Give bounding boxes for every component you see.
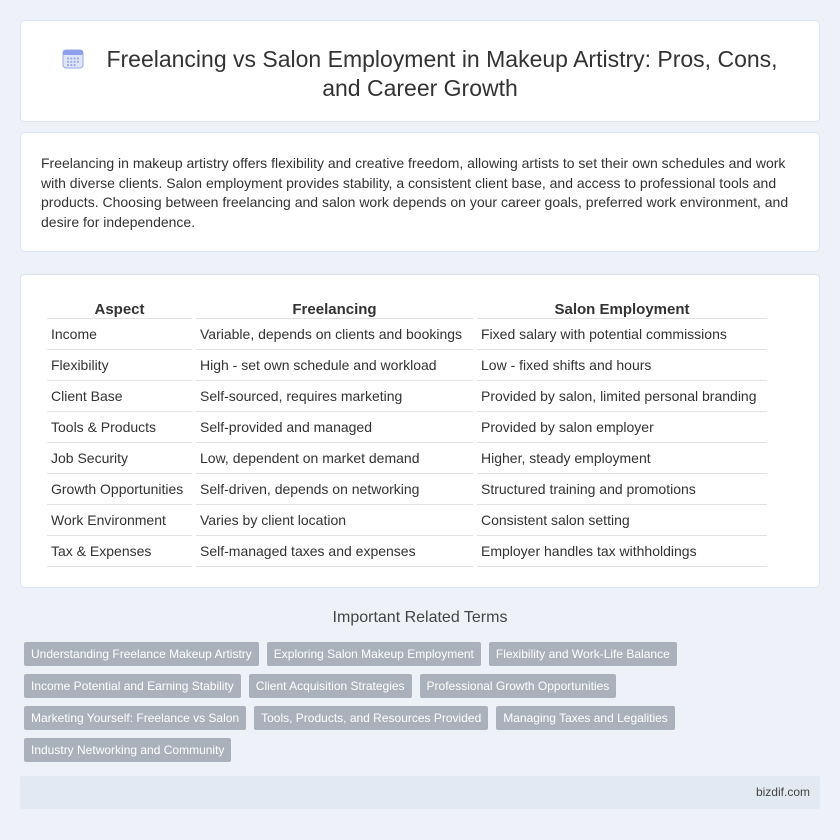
related-term-tag[interactable]: Client Acquisition Strategies <box>249 674 412 698</box>
table-header-row <box>47 295 767 319</box>
cell-freelancing: Variable, depends on clients and bookings <box>196 319 473 350</box>
cell-aspect: Growth Opportunities <box>47 474 192 505</box>
related-term-tag[interactable]: Industry Networking and Community <box>24 738 231 762</box>
cell-freelancing: Self-provided and managed <box>196 412 473 443</box>
cell-aspect: Income <box>47 319 192 350</box>
header-aspect: Aspect <box>47 295 192 319</box>
table-row <box>47 412 767 443</box>
cell-aspect: Tools & Products <box>47 412 192 443</box>
related-terms-title: Important Related Terms <box>332 609 508 626</box>
comparison-card <box>20 274 820 588</box>
cell-salon: Low - fixed shifts and hours <box>477 350 767 381</box>
cell-aspect: Client Base <box>47 381 192 412</box>
comparison-table <box>43 295 771 567</box>
tag-row <box>24 738 724 762</box>
related-term-tag[interactable]: Understanding Freelance Makeup Artistry <box>24 642 259 666</box>
intro-paragraph: Freelancing in makeup artistry offers flexibility and creative freedom, allowing artists to set their own schedules and work with diverse clients. Salon employment provides stability, a consistent client base, and access to professional tools and products. Choosing between freelancing and salon work depends on your career goals, preferred work environment, and desire for independence. <box>41 155 789 230</box>
table-row <box>47 443 767 474</box>
table-row <box>47 319 767 350</box>
tag-row <box>24 642 724 666</box>
cell-salon: Consistent salon setting <box>477 505 767 536</box>
table-row <box>47 474 767 505</box>
related-term-tag[interactable]: Marketing Yourself: Freelance vs Salon <box>24 706 246 730</box>
footer-site[interactable]: bizdif.com <box>755 785 810 799</box>
calendar-icon <box>62 47 84 69</box>
related-term-tag[interactable]: Exploring Salon Makeup Employment <box>267 642 481 666</box>
related-term-tag[interactable]: Professional Growth Opportunities <box>420 674 617 698</box>
cell-aspect: Job Security <box>47 443 192 474</box>
tag-row <box>24 674 724 698</box>
page-title-wrap <box>21 45 819 103</box>
table-row <box>47 381 767 412</box>
cell-salon: Fixed salary with potential commissions <box>477 319 767 350</box>
cell-freelancing: Self-sourced, requires marketing <box>196 381 473 412</box>
intro-card <box>20 132 820 252</box>
cell-freelancing: Self-managed taxes and expenses <box>196 536 473 567</box>
cell-aspect: Flexibility <box>47 350 192 381</box>
table-row <box>47 350 767 381</box>
related-term-tag[interactable]: Income Potential and Earning Stability <box>24 674 241 698</box>
cell-freelancing: Varies by client location <box>196 505 473 536</box>
cell-aspect: Work Environment <box>47 505 192 536</box>
header-freelancing: Freelancing <box>196 295 473 319</box>
related-term-tag[interactable]: Tools, Products, and Resources Provided <box>254 706 488 730</box>
page-title: Freelancing vs Salon Employment in Makeup Artistry: Pros, Cons, and Career Growth <box>106 46 778 101</box>
table-row <box>47 505 767 536</box>
cell-salon: Structured training and promotions <box>477 474 767 505</box>
cell-aspect: Tax & Expenses <box>47 536 192 567</box>
footer <box>20 776 820 809</box>
cell-freelancing: Low, dependent on market demand <box>196 443 473 474</box>
related-term-tag[interactable]: Flexibility and Work-Life Balance <box>489 642 677 666</box>
cell-salon: Higher, steady employment <box>477 443 767 474</box>
cell-salon: Employer handles tax withholdings <box>477 536 767 567</box>
tag-row <box>24 706 724 730</box>
title-card <box>20 20 820 122</box>
cell-freelancing: High - set own schedule and workload <box>196 350 473 381</box>
cell-freelancing: Self-driven, depends on networking <box>196 474 473 505</box>
related-term-tag[interactable]: Managing Taxes and Legalities <box>496 706 675 730</box>
table-row <box>47 536 767 567</box>
related-terms-list <box>24 642 724 770</box>
header-salon: Salon Employment <box>477 295 767 319</box>
cell-salon: Provided by salon, limited personal branding <box>477 381 767 412</box>
cell-salon: Provided by salon employer <box>477 412 767 443</box>
